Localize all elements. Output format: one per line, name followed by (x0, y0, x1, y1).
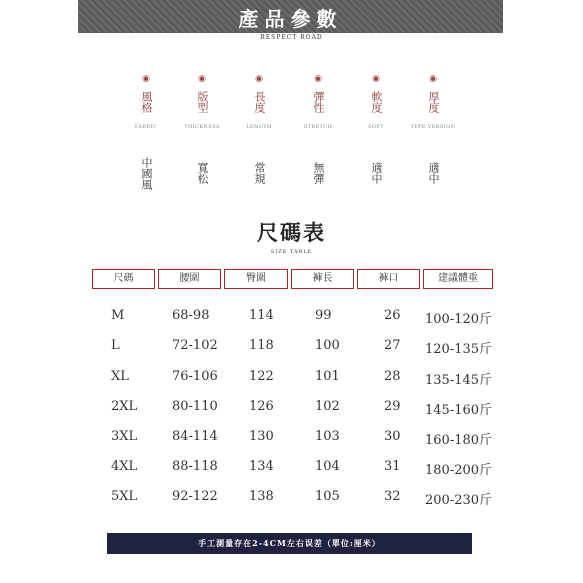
param-stretch (289, 74, 347, 196)
table-cell-size: 5XL (111, 489, 138, 504)
param-name: 軟度 (370, 91, 383, 113)
dot-icon: ◉ (314, 74, 322, 84)
table-cell-size: XL (111, 369, 129, 384)
param-name: 厚度 (427, 91, 440, 113)
header-leg-opening: 褲口 (357, 269, 420, 289)
param-english: TYPE VERSION (410, 124, 456, 130)
table-cell-opening: 31 (384, 459, 401, 474)
table-cell-length: 104 (315, 459, 340, 474)
param-value: 寬松 (196, 162, 209, 184)
param-english: THICKNESS (184, 124, 220, 130)
size-table-title: 尺碼表 (257, 220, 326, 245)
table-cell-length: 105 (315, 489, 340, 504)
table-cell-opening: 30 (384, 429, 401, 444)
header-pant-length: 褲長 (291, 269, 354, 289)
table-cell-hip: 138 (249, 489, 274, 504)
table-cell-length: 100 (315, 338, 340, 353)
table-cell-opening: 29 (384, 399, 401, 414)
table-cell-waist: 80-110 (172, 399, 218, 414)
table-cell-waist: 88-118 (172, 459, 218, 474)
table-cell-weight: 100-120斤 (425, 312, 493, 327)
param-english: LENGTH (246, 124, 272, 130)
param-name: 風格 (140, 91, 153, 113)
param-english: STRETCH (303, 124, 333, 130)
size-table-subtitle: SIZE TABLE (270, 249, 313, 255)
table-cell-hip: 134 (249, 459, 274, 474)
table-cell-hip: 130 (249, 429, 274, 444)
param-value: 中國風 (140, 156, 153, 190)
table-cell-size: M (111, 308, 125, 323)
header-waist: 腰圍 (158, 269, 221, 289)
measurement-note: 手工測量存在2-4CM左右误差（單位:厘米） (107, 533, 472, 554)
param-fit (173, 74, 231, 196)
table-cell-waist: 72-102 (172, 338, 218, 353)
table-cell-size: 3XL (111, 429, 138, 444)
table-cell-opening: 28 (384, 369, 401, 384)
param-thickness (404, 74, 462, 196)
param-style (117, 74, 175, 196)
table-cell-weight: 120-135斤 (425, 342, 493, 357)
param-english: FABRIC (134, 124, 158, 130)
table-cell-length: 102 (315, 399, 340, 414)
table-cell-length: 103 (315, 429, 340, 444)
table-cell-length: 99 (315, 308, 332, 323)
table-cell-size: L (111, 338, 120, 353)
param-name: 版型 (196, 91, 209, 113)
table-cell-weight: 200-230斤 (425, 493, 493, 508)
table-cell-waist: 92-122 (172, 489, 218, 504)
table-cell-waist: 76-106 (172, 369, 218, 384)
param-value: 常規 (253, 162, 266, 184)
table-cell-size: 2XL (111, 399, 138, 414)
table-cell-opening: 32 (384, 489, 401, 504)
param-name: 彈性 (312, 91, 325, 113)
dot-icon: ◉ (255, 74, 263, 84)
table-cell-waist: 68-98 (172, 308, 210, 323)
table-cell-hip: 118 (249, 338, 274, 353)
header-hip: 臀圍 (224, 269, 288, 289)
param-value: 適中 (427, 162, 440, 184)
dot-icon: ◉ (142, 74, 150, 84)
header-weight: 建議體重 (423, 269, 493, 289)
dot-icon: ◉ (372, 74, 380, 84)
table-cell-weight: 160-180斤 (425, 433, 493, 448)
table-cell-weight: 135-145斤 (425, 373, 493, 388)
table-cell-hip: 122 (249, 369, 274, 384)
header-banner (78, 0, 503, 33)
table-cell-opening: 27 (384, 338, 401, 353)
param-name: 長度 (253, 91, 266, 113)
param-value: 無彈 (312, 162, 325, 184)
table-cell-waist: 84-114 (172, 429, 218, 444)
page-subtitle: RESPECT ROAD (260, 34, 323, 41)
param-value: 適中 (370, 162, 383, 184)
dot-icon: ◉ (198, 74, 206, 84)
table-cell-weight: 180-200斤 (425, 463, 493, 478)
dot-icon: ◉ (429, 74, 437, 84)
table-cell-size: 4XL (111, 459, 138, 474)
header-size: 尺碼 (92, 269, 155, 289)
table-cell-hip: 126 (249, 399, 274, 414)
table-cell-opening: 26 (384, 308, 401, 323)
page-title: 產品參數 (238, 7, 343, 31)
table-cell-length: 101 (315, 369, 340, 384)
table-cell-hip: 114 (249, 308, 274, 323)
param-english: SOFT (368, 124, 384, 130)
param-softness (347, 74, 405, 196)
table-cell-weight: 145-160斤 (425, 403, 493, 418)
param-length (230, 74, 288, 196)
